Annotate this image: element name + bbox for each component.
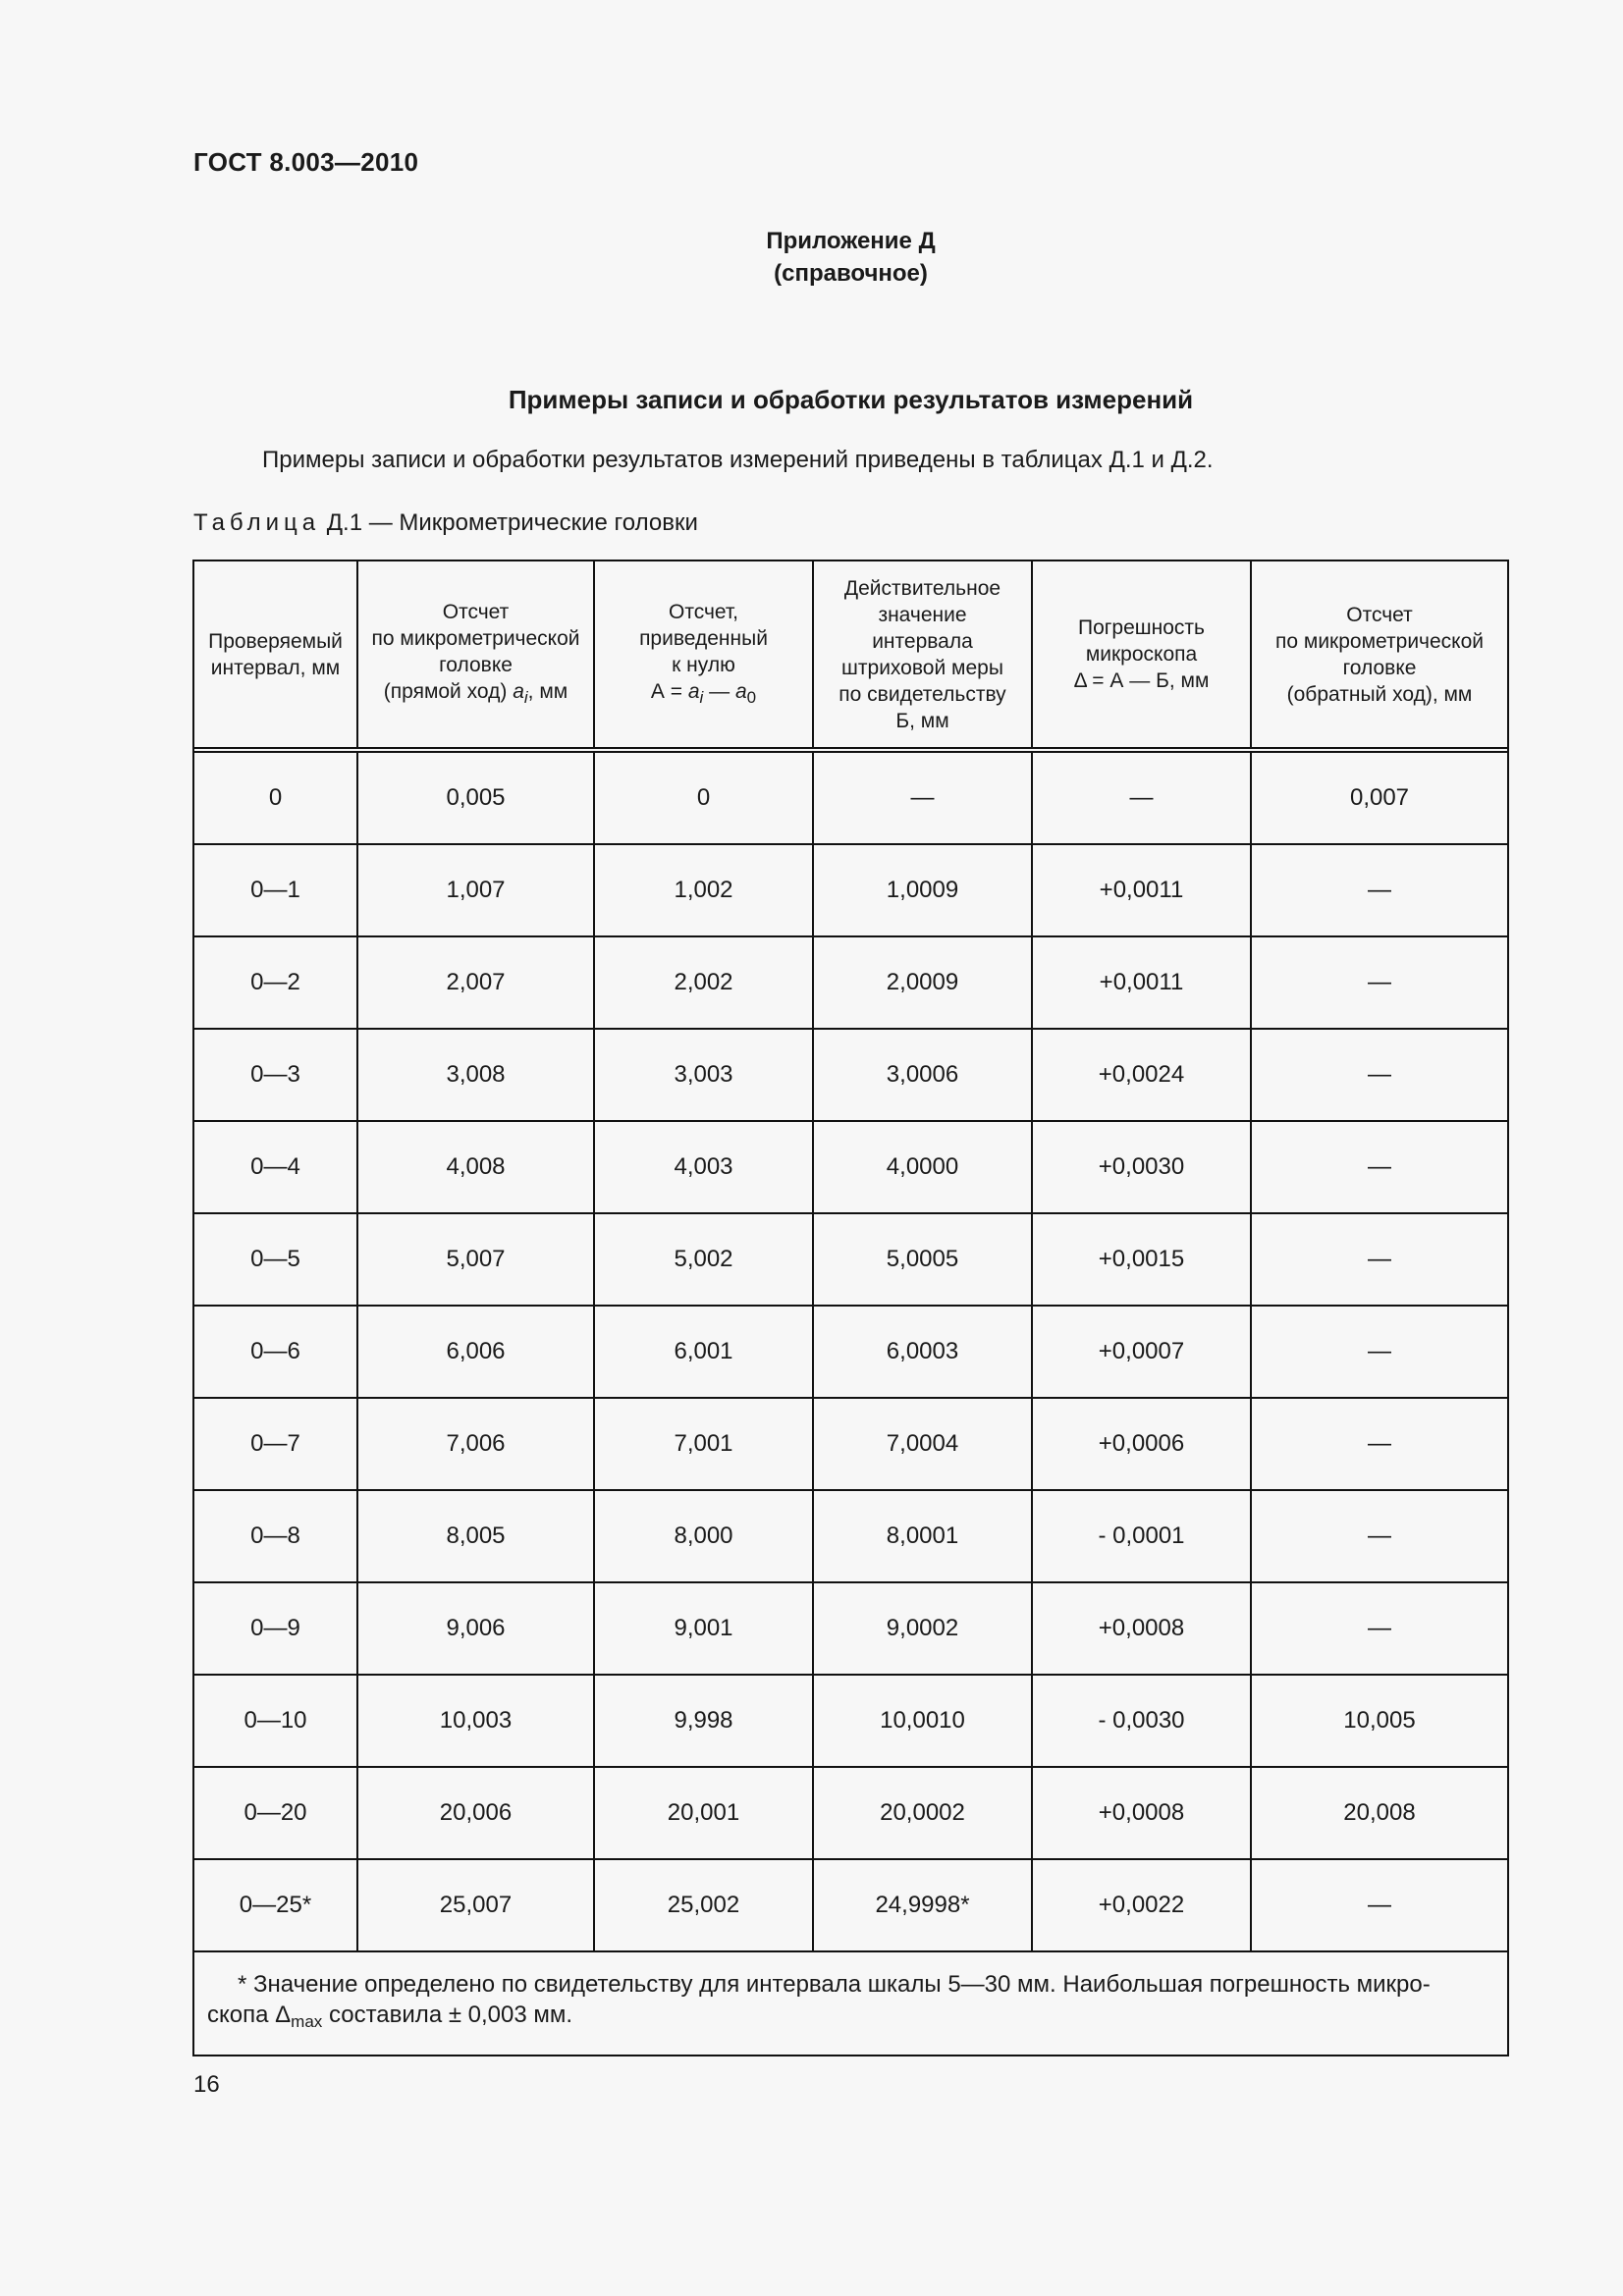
header-subscript: 0 <box>746 687 757 707</box>
cell-reverse-reading: — <box>1368 1061 1391 1088</box>
header-text-part: (прямой ход) <box>383 679 514 703</box>
cell-reverse-reading: 20,008 <box>1343 1799 1416 1826</box>
cell-direct-reading: 20,006 <box>358 1768 595 1858</box>
header-text-line: микроскопа <box>1085 643 1198 666</box>
cell-interval: 0—1 <box>194 845 358 935</box>
cell-zeroed-reading: 0 <box>595 753 814 843</box>
document-id: ГОСТ 8.003—2010 <box>193 147 419 177</box>
cell-actual-value: — <box>814 753 1033 843</box>
header-text-line: интервала <box>872 629 973 653</box>
cell-error: — <box>1033 753 1252 843</box>
header-text-line: штриховой меры <box>841 656 1003 679</box>
cell-interval: 0—9 <box>194 1583 358 1674</box>
cell-direct-reading: 1,007 <box>358 845 595 935</box>
table-header-row <box>194 561 1507 747</box>
header-text-line: Б, мм <box>895 709 949 732</box>
intro-paragraph: Примеры записи и обработки результатов измерений приведены в таблицах Д.1 и Д.2. <box>262 447 1214 473</box>
cell-direct-reading: 25,007 <box>358 1860 595 1950</box>
table-row <box>194 1214 1507 1307</box>
cell-actual-value: 6,0003 <box>814 1307 1033 1397</box>
cell-zeroed-reading: 6,001 <box>595 1307 814 1397</box>
cell-reverse-reading: — <box>1368 1153 1391 1180</box>
header-text-line: по свидетельству <box>839 682 1006 706</box>
cell-error: - 0,0001 <box>1033 1491 1252 1581</box>
cell-interval: 0—2 <box>194 937 358 1028</box>
table-row <box>194 1399 1507 1491</box>
header-text-line: (обратный ход), мм <box>1286 682 1473 706</box>
footnote-subscript: max <box>291 2012 323 2031</box>
header-text-line: Отсчет <box>442 600 510 623</box>
table-row <box>194 1768 1507 1860</box>
cell-error: +0,0011 <box>1033 937 1252 1028</box>
cell-direct-reading: 10,003 <box>358 1676 595 1766</box>
cell-zeroed-reading: 20,001 <box>595 1768 814 1858</box>
cell-zeroed-reading: 25,002 <box>595 1860 814 1950</box>
header-text-line <box>639 678 768 711</box>
table-row <box>194 1583 1507 1676</box>
header-variable: a <box>687 679 700 703</box>
cell-direct-reading: 2,007 <box>358 937 595 1028</box>
cell-reverse-reading: 0,007 <box>1349 784 1410 811</box>
table-row <box>194 1030 1507 1122</box>
cell-actual-value: 1,0009 <box>814 845 1033 935</box>
header-text-line: Погрешность <box>1078 616 1205 639</box>
footnote-line: * Значение определено по свидетельству для интервала шкалы 5—30 мм. Наибольшая погрешность микро- <box>238 1971 1431 1998</box>
table-footnote <box>194 1949 1507 2055</box>
cell-reverse-reading: — <box>1368 1338 1391 1364</box>
cell-reverse-reading: — <box>1368 877 1391 903</box>
cell-zeroed-reading: 7,001 <box>595 1399 814 1489</box>
cell-error: +0,0011 <box>1033 845 1252 935</box>
header-text-part: А = <box>650 679 688 703</box>
cell-interval: 0—20 <box>194 1768 358 1858</box>
cell-reverse-reading: — <box>1368 1615 1391 1641</box>
table-row <box>194 937 1507 1030</box>
cell-direct-reading: 9,006 <box>358 1583 595 1674</box>
cell-direct-reading: 5,007 <box>358 1214 595 1305</box>
header-text-line: Δ = А — Б, мм <box>1073 669 1210 692</box>
table-row <box>194 845 1507 937</box>
table-row <box>194 753 1507 845</box>
table-row <box>194 1491 1507 1583</box>
cell-reverse-reading: — <box>1368 969 1391 995</box>
header-actual-value <box>814 561 1033 747</box>
cell-interval: 0—6 <box>194 1307 358 1397</box>
header-text-line: Действительное <box>843 576 1001 600</box>
cell-error: - 0,0030 <box>1033 1676 1252 1766</box>
cell-interval: 0—5 <box>194 1214 358 1305</box>
table-caption-prefix: Таблица <box>193 509 321 536</box>
header-text-line: по микрометрической <box>1275 629 1484 653</box>
appendix-title: Приложение Д <box>766 228 936 254</box>
header-text-line: Проверяемый <box>208 629 343 653</box>
cell-direct-reading: 6,006 <box>358 1307 595 1397</box>
cell-interval: 0—25* <box>194 1860 358 1950</box>
cell-interval: 0 <box>194 753 358 843</box>
cell-error: +0,0006 <box>1033 1399 1252 1489</box>
cell-interval: 0—10 <box>194 1676 358 1766</box>
cell-actual-value: 3,0006 <box>814 1030 1033 1120</box>
table-row <box>194 1122 1507 1214</box>
header-variable: a <box>734 679 747 703</box>
cell-direct-reading: 8,005 <box>358 1491 595 1581</box>
header-checked-interval <box>194 561 358 747</box>
cell-actual-value: 9,0002 <box>814 1583 1033 1674</box>
table-row <box>194 1676 1507 1768</box>
header-subscript: i <box>523 687 528 707</box>
cell-actual-value: 8,0001 <box>814 1491 1033 1581</box>
header-microscope-error <box>1033 561 1252 747</box>
header-variable: a <box>513 679 524 703</box>
appendix-type: (справочное) <box>774 260 928 287</box>
header-zeroed-reading <box>595 561 814 747</box>
header-text-line <box>372 678 580 711</box>
cell-zeroed-reading: 3,003 <box>595 1030 814 1120</box>
cell-direct-reading: 7,006 <box>358 1399 595 1489</box>
cell-interval: 0—7 <box>194 1399 358 1489</box>
cell-actual-value: 2,0009 <box>814 937 1033 1028</box>
cell-zeroed-reading: 4,003 <box>595 1122 814 1212</box>
cell-reverse-reading: — <box>1368 1430 1391 1457</box>
header-text-line: Отсчет <box>1346 603 1413 626</box>
cell-actual-value: 7,0004 <box>814 1399 1033 1489</box>
measurement-table <box>192 560 1509 2056</box>
cell-zeroed-reading: 9,998 <box>595 1676 814 1766</box>
cell-actual-value: 4,0000 <box>814 1122 1033 1212</box>
table-caption-text: Д.1 — Микрометрические головки <box>320 509 698 536</box>
footnote-line: скопа $\Delta_{max}$ составила ± 0,003 мм. <box>207 2002 573 2031</box>
header-text-line: к нулю <box>672 653 735 676</box>
cell-error: +0,0008 <box>1033 1583 1252 1674</box>
cell-direct-reading: 4,008 <box>358 1122 595 1212</box>
header-direct-reading <box>358 561 595 747</box>
header-text-part: , мм <box>527 679 568 703</box>
header-text-line: приведенный <box>639 626 768 650</box>
cell-reverse-reading: — <box>1368 1892 1391 1918</box>
page-number: 16 <box>193 2071 220 2098</box>
cell-zeroed-reading: 1,002 <box>595 845 814 935</box>
cell-error: +0,0007 <box>1033 1307 1252 1397</box>
header-text-line: значение <box>878 603 967 626</box>
table-row <box>194 1307 1507 1399</box>
cell-actual-value: 10,0010 <box>814 1676 1033 1766</box>
table-row <box>194 1860 1507 1952</box>
cell-zeroed-reading: 8,000 <box>595 1491 814 1581</box>
cell-reverse-reading: — <box>1368 1246 1391 1272</box>
cell-reverse-reading: — <box>1368 1522 1391 1549</box>
cell-actual-value: 20,0002 <box>814 1768 1033 1858</box>
cell-error: +0,0015 <box>1033 1214 1252 1305</box>
cell-zeroed-reading: 9,001 <box>595 1583 814 1674</box>
cell-error: +0,0022 <box>1033 1860 1252 1950</box>
cell-error: +0,0008 <box>1033 1768 1252 1858</box>
cell-actual-value: 5,0005 <box>814 1214 1033 1305</box>
table-caption <box>193 509 698 537</box>
section-title: Примеры записи и обработки результатов измерений <box>508 385 1194 414</box>
cell-direct-reading: 0,005 <box>358 753 595 843</box>
header-text-line: интервал, мм <box>210 656 341 679</box>
header-text-part: — <box>703 679 735 703</box>
header-text-line: головке <box>439 653 513 676</box>
cell-reverse-reading: 10,005 <box>1343 1707 1416 1734</box>
cell-zeroed-reading: 2,002 <box>595 937 814 1028</box>
cell-interval: 0—3 <box>194 1030 358 1120</box>
header-text-line: головке <box>1342 656 1417 679</box>
cell-direct-reading: 3,008 <box>358 1030 595 1120</box>
cell-interval: 0—8 <box>194 1491 358 1581</box>
cell-zeroed-reading: 5,002 <box>595 1214 814 1305</box>
cell-error: +0,0024 <box>1033 1030 1252 1120</box>
header-reverse-reading <box>1252 561 1507 747</box>
header-subscript: i <box>699 687 704 707</box>
header-text-line: Отсчет, <box>668 600 739 623</box>
cell-actual-value: 24,9998* <box>814 1860 1033 1950</box>
cell-error: +0,0030 <box>1033 1122 1252 1212</box>
cell-interval: 0—4 <box>194 1122 358 1212</box>
header-text-line: по микрометрической <box>371 626 580 650</box>
